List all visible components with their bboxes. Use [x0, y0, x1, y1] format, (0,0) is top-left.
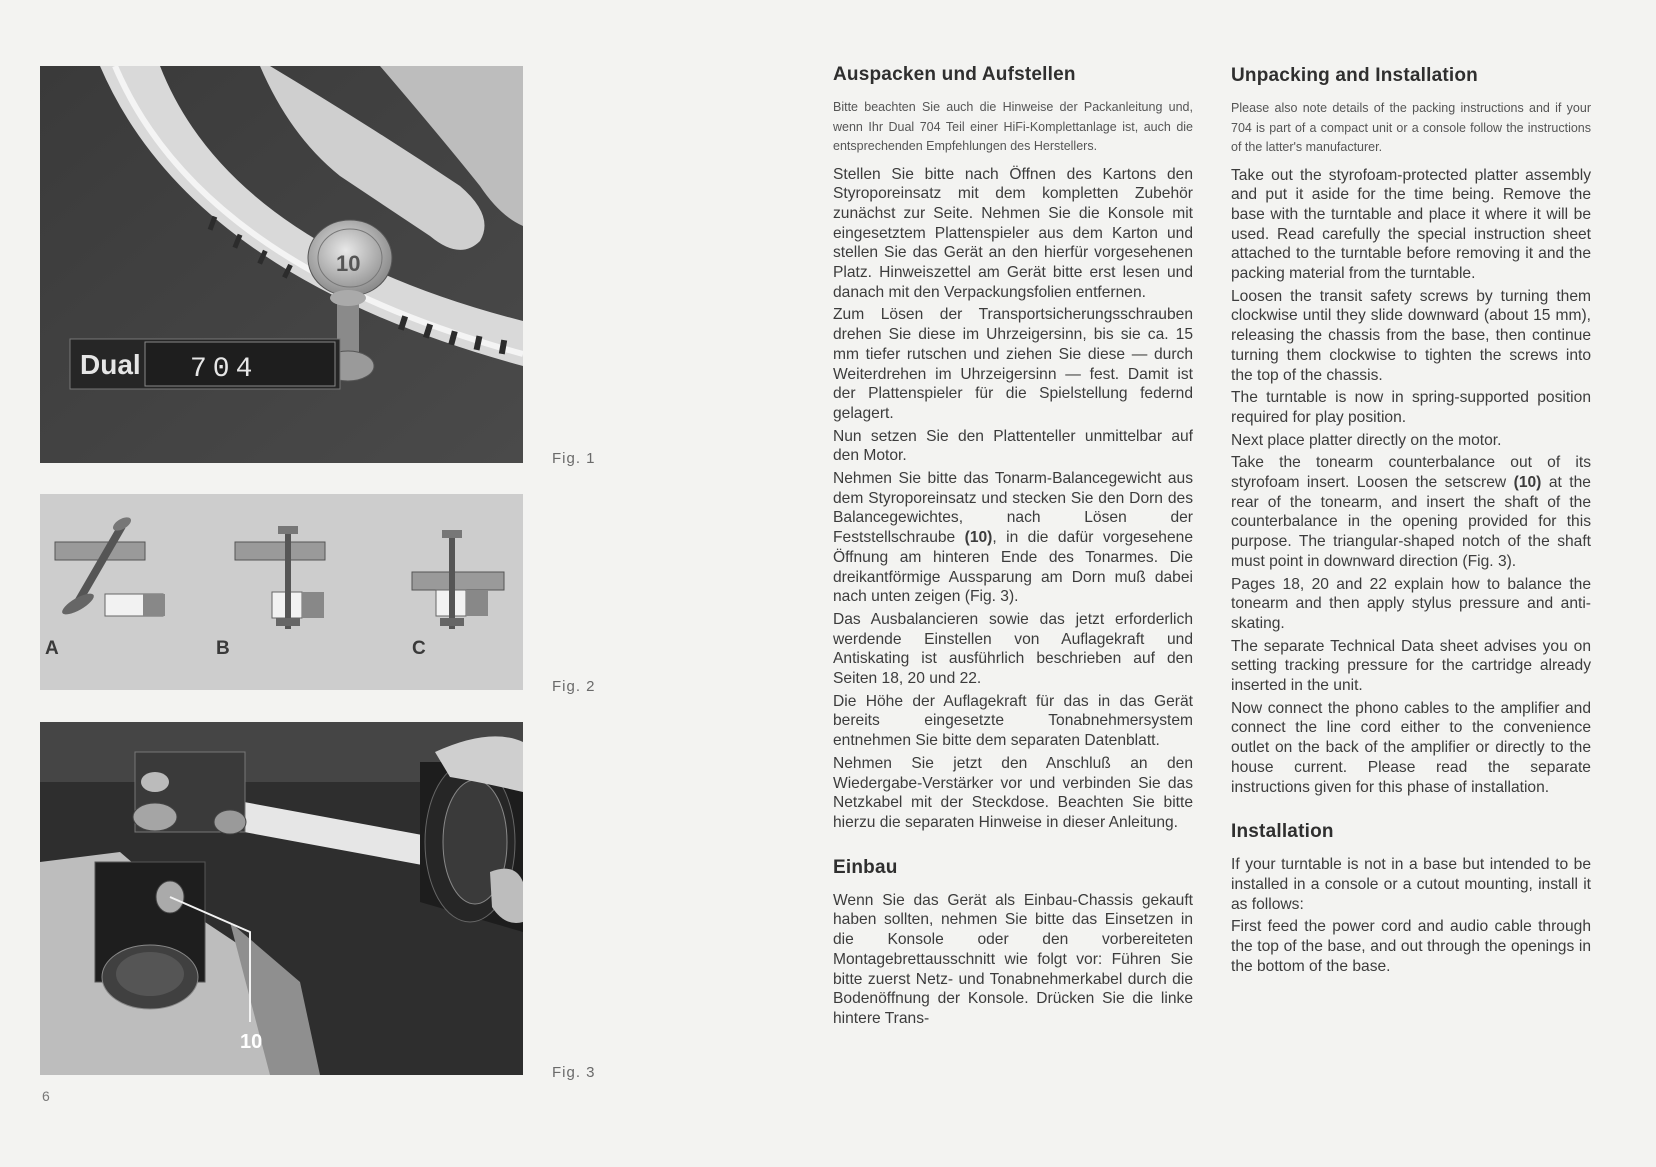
- german-paragraph: Wenn Sie das Gerät als Einbau-Chassis gekauft haben sollten, nehmen Sie bitte das Einsetzen in die Konsole oder den vorbereiteten Montagebrettausschnitt wie folgt vor: Führen Sie bitte zuerst Netz- und Tonabnehmerkabel durch die Bodenöffnung der Konsole. Drücken Sie die linke hintere Trans-: [833, 891, 1193, 1027]
- english-column: [1231, 65, 1591, 980]
- figure-2-diagram: [40, 494, 523, 690]
- german-paragraph: Nun setzen Sie den Plattenteller unmittelbar auf den Motor.: [833, 427, 1193, 465]
- badge-brand: Dual: [80, 349, 141, 380]
- german-paragraph: Die Höhe der Auflagekraft für das in das Gerät bereits eingesetzte Tonabnehmersystem entnehmen Sie bitte dem separaten Datenblatt.: [833, 692, 1193, 750]
- english-paragraph: Take out the styrofoam-protected platter assembly and put it aside for the time being. Remove the base with the turntable and place it where it will be used. Read carefully the special instruction sheet attached to the turntable before removing it and the packing material from the turntable.: [1231, 166, 1591, 283]
- figure-2-caption: Fig. 2: [552, 678, 596, 695]
- german-note: Bitte beachten Sie auch die Hinweise der Packanleitung und, wenn Ihr Dual 704 Teil einer HiFi-Komplettanlage ist, auch die entsprechenden Empfehlungen des Herstellers.: [833, 100, 1193, 153]
- english-paragraph: First feed the power cord and audio cable through the top of the base, and out through the openings in the bottom of the base.: [1231, 918, 1591, 975]
- svg-text:10: 10: [336, 251, 361, 276]
- figure-2-label-b: B: [216, 638, 230, 659]
- english-paragraph: Take the tonearm counterbalance out of its styrofoam insert. Loosen the setscrew (10) at the rear of the tonearm, and insert the shaft of the counterbalance in the opening provided for this purpose. The triangular-shaped notch of the shaft must point in downward direction (Fig. 3).: [1231, 454, 1591, 570]
- german-paragraph: Das Ausbalancieren sowie das jetzt erforderlich werdende Einstellen von Auflagekraft und Antiskating ist ausführlich beschrieben auf den Seiten 18, 20 und 22.: [833, 610, 1193, 688]
- english-title: Unpacking and Installation: [1231, 65, 1478, 86]
- english-paragraph: Pages 18, 20 and 22 explain how to balance the tonearm and then apply stylus pressure and anti-skating.: [1231, 575, 1591, 632]
- ref-10: (10): [964, 529, 993, 547]
- ref-10: (10): [1513, 474, 1542, 492]
- badge-model: 704: [190, 354, 259, 385]
- english-note: Please also note details of the packing instructions and if your 704 is part of a compact unit or a console follow the instructions of the latter's manufacturer.: [1231, 101, 1591, 154]
- figure-2-label-a: A: [45, 638, 59, 659]
- figure-1-photo: [40, 66, 523, 463]
- german-paragraph: Nehmen Sie jetzt den Anschluß an den Wiedergabe-Verstärker vor und verbinden Sie das Netzkabel mit der Steckdose. Beachten Sie bitte hierzu die separaten Hinweise in dieser Anleitung.: [833, 754, 1193, 831]
- figure-1-caption: Fig. 1: [552, 450, 596, 467]
- german-paragraph: Nehmen Sie bitte das Tonarm-Balancegewicht aus dem Styroporeinsatz und stecken Sie den Dorn des Balancegewichtes, nach Lösen der Feststellschraube (10), in die dafür vorgesehene Öffnung am hinteren Ende des Tonarmes. Die dreikantförmige Aussparung am Dorn muß dabei nach unten zeigen (Fig. 3).: [833, 470, 1193, 606]
- german-paragraph: Stellen Sie bitte nach Öffnen des Kartons den Styroporeinsatz mit dem kompletten Zubehör zunächst zur Seite. Nehmen Sie die Konsole mit eingesetztem Plattenspieler aus dem Karton und stellen Sie das Gerät an den hierfür vorgesehenen Platz. Hinweiszettel am Gerät bitte erst lesen und danach mit den Verpackungsfolien entfernen.: [833, 165, 1193, 301]
- english-title-installation: Installation: [1231, 821, 1334, 843]
- english-paragraph: Now connect the phono cables to the amplifier and connect the line cord either to the convenience outlet on the back of the amplifier or directly to the house current. Please read the separate instructions given for this phase of installation.: [1231, 699, 1591, 796]
- english-paragraph: Next place platter directly on the motor.: [1231, 431, 1502, 449]
- figure-3-callout: 10: [240, 1031, 263, 1053]
- german-column: [833, 64, 1193, 1032]
- figure-2-label-c: C: [412, 638, 426, 659]
- english-paragraph: If your turntable is not in a base but intended to be installed in a console or a cutout mounting, install it as follows:: [1231, 856, 1591, 913]
- english-paragraph: Loosen the transit safety screws by turning them clockwise until they slide downward (about 15 mm), releasing the chassis from the base, then continue turning them clockwise to tighten the screws into the top of the chassis.: [1231, 287, 1591, 384]
- german-paragraph: Zum Lösen der Transportsicherungsschrauben drehen Sie diese im Uhrzeigersinn, bis sie ca. 15 mm tiefer rutschen und ziehen Sie diese — durch Weiterdrehen im Uhrzeigersinn — fest. Damit ist der Plattenspieler für die Spielstellung federnd gelagert.: [833, 306, 1193, 422]
- english-paragraph: The separate Technical Data sheet advises you on setting tracking pressure for the cartridge already inserted in the unit.: [1231, 637, 1591, 695]
- english-paragraph: The turntable is now in spring-supported position required for play position.: [1231, 389, 1591, 426]
- page-number: 6: [42, 1088, 50, 1104]
- figure-3-photo: [40, 722, 523, 1075]
- german-title-installation: Einbau: [833, 856, 898, 878]
- german-title: Auspacken und Aufstellen: [833, 64, 1076, 85]
- figure-3-caption: Fig. 3: [552, 1064, 596, 1081]
